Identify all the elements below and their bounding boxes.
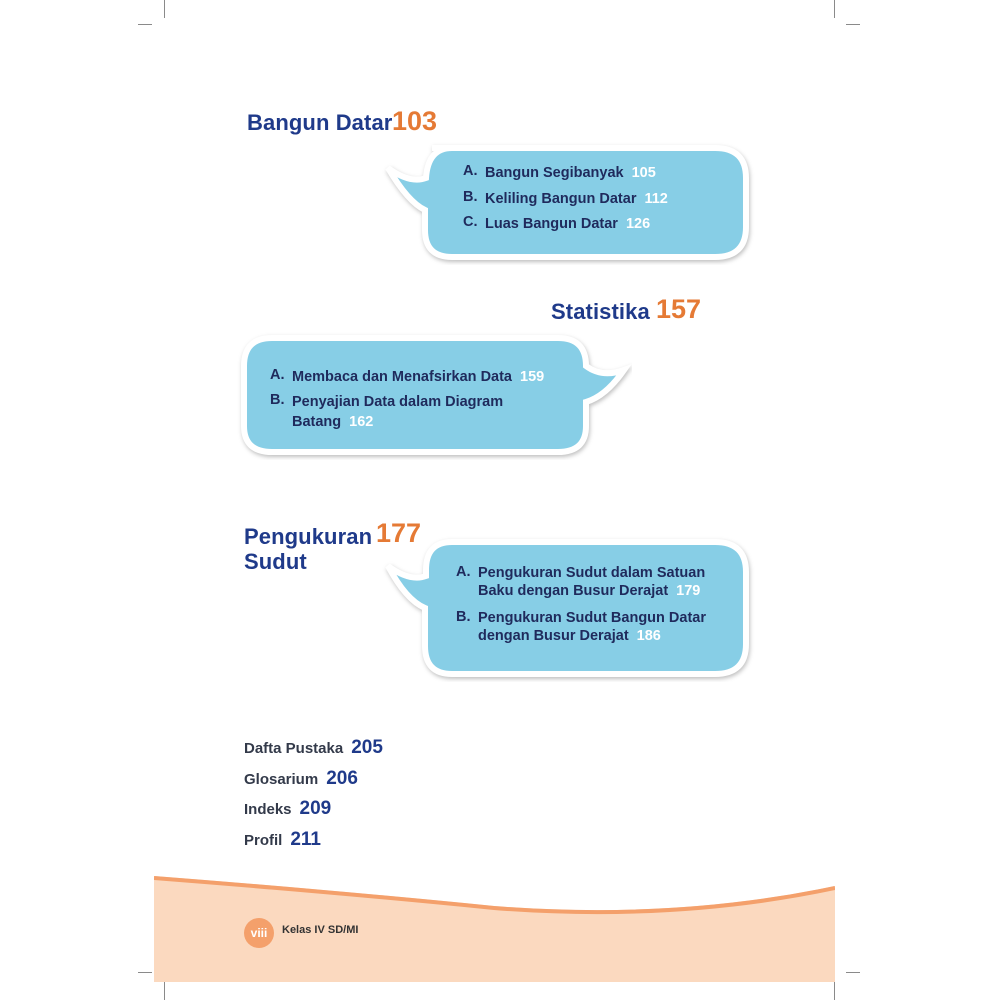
crop-mark-bottom-left-h [138, 972, 152, 973]
item-title-line2: dengan Busur Derajat [478, 628, 629, 644]
chapter-page-bangun-datar: 103 [392, 106, 438, 136]
item-title-line2: Batang [292, 414, 342, 430]
item-page: 186 [636, 628, 661, 644]
back-matter-glosarium[interactable] [244, 768, 358, 790]
crop-mark-bottom-right-h [846, 972, 860, 973]
toc-item[interactable] [456, 609, 746, 645]
crop-mark-top-right-h [846, 24, 860, 25]
crop-mark-bottom-left [164, 982, 165, 1000]
back-matter-page: 205 [351, 737, 383, 758]
item-title: Luas Bangun Datar [485, 216, 618, 232]
chapter-title-pengukuran-line1: Pengukuran [244, 524, 373, 549]
item-page: 162 [349, 414, 374, 430]
item-title-line2: Baku dengan Busur Derajat [478, 583, 669, 599]
toc-item[interactable] [463, 163, 656, 183]
back-matter-page: 206 [326, 768, 358, 789]
item-title-line1: Pengukuran Sudut Bangun Datar [478, 610, 706, 626]
bubble-list-bangun-datar [463, 163, 743, 243]
crop-mark-top-left-h [138, 24, 152, 25]
back-matter-label: Dafta Pustaka [244, 740, 344, 757]
item-page: 179 [676, 583, 701, 599]
item-page: 112 [644, 191, 668, 207]
chapter-title-pengukuran-line2: Sudut [244, 549, 307, 574]
back-matter-label: Profil [244, 832, 283, 849]
chapter-title-statistika: Statistika [551, 299, 650, 324]
item-title: Bangun Segibanyak [485, 165, 624, 181]
back-matter-dafta-pustaka[interactable] [244, 737, 383, 759]
footer-class-label: Kelas IV SD/MI [282, 924, 359, 936]
page-number-badge: viii [244, 918, 274, 948]
back-matter-page: 209 [299, 798, 332, 819]
item-title: Keliling Bangun Datar [485, 191, 637, 207]
back-matter-page: 211 [290, 829, 321, 850]
item-title-line1: Pengukuran Sudut dalam Satuan [478, 565, 706, 581]
item-title: Membaca dan Menafsirkan Data [292, 369, 512, 385]
toc-item[interactable] [270, 367, 600, 387]
item-page: 126 [625, 216, 651, 232]
item-letter: B. [463, 189, 478, 205]
item-letter: A. [270, 367, 285, 383]
chapter-page-statistika: 157 [656, 294, 702, 324]
item-letter: C. [463, 214, 478, 230]
bubble-list-pengukuran [456, 564, 746, 654]
item-letter: B. [270, 392, 285, 408]
crop-mark-top-left [164, 0, 165, 18]
item-letter: A. [463, 163, 478, 179]
back-matter-label: Glosarium [244, 771, 319, 788]
toc-item[interactable] [463, 214, 650, 234]
crop-mark-top-right [834, 0, 835, 18]
back-matter-profil[interactable] [244, 829, 321, 851]
toc-item[interactable] [463, 189, 668, 209]
item-title-line1: Penyajian Data dalam Diagram [292, 394, 504, 410]
back-matter-indeks[interactable] [244, 798, 331, 820]
back-matter-label: Indeks [244, 801, 292, 818]
crop-mark-bottom-right [834, 982, 835, 1000]
bubble-list-statistika [270, 367, 600, 437]
item-letter: B. [456, 609, 471, 625]
chapter-title-bangun-datar: Bangun Datar [247, 110, 393, 135]
toc-item[interactable] [270, 392, 600, 432]
item-page: 159 [520, 369, 545, 385]
item-letter: A. [456, 564, 471, 580]
toc-item[interactable] [456, 564, 746, 600]
item-page: 105 [631, 165, 656, 181]
chapter-page-pengukuran: 177 [376, 518, 422, 548]
